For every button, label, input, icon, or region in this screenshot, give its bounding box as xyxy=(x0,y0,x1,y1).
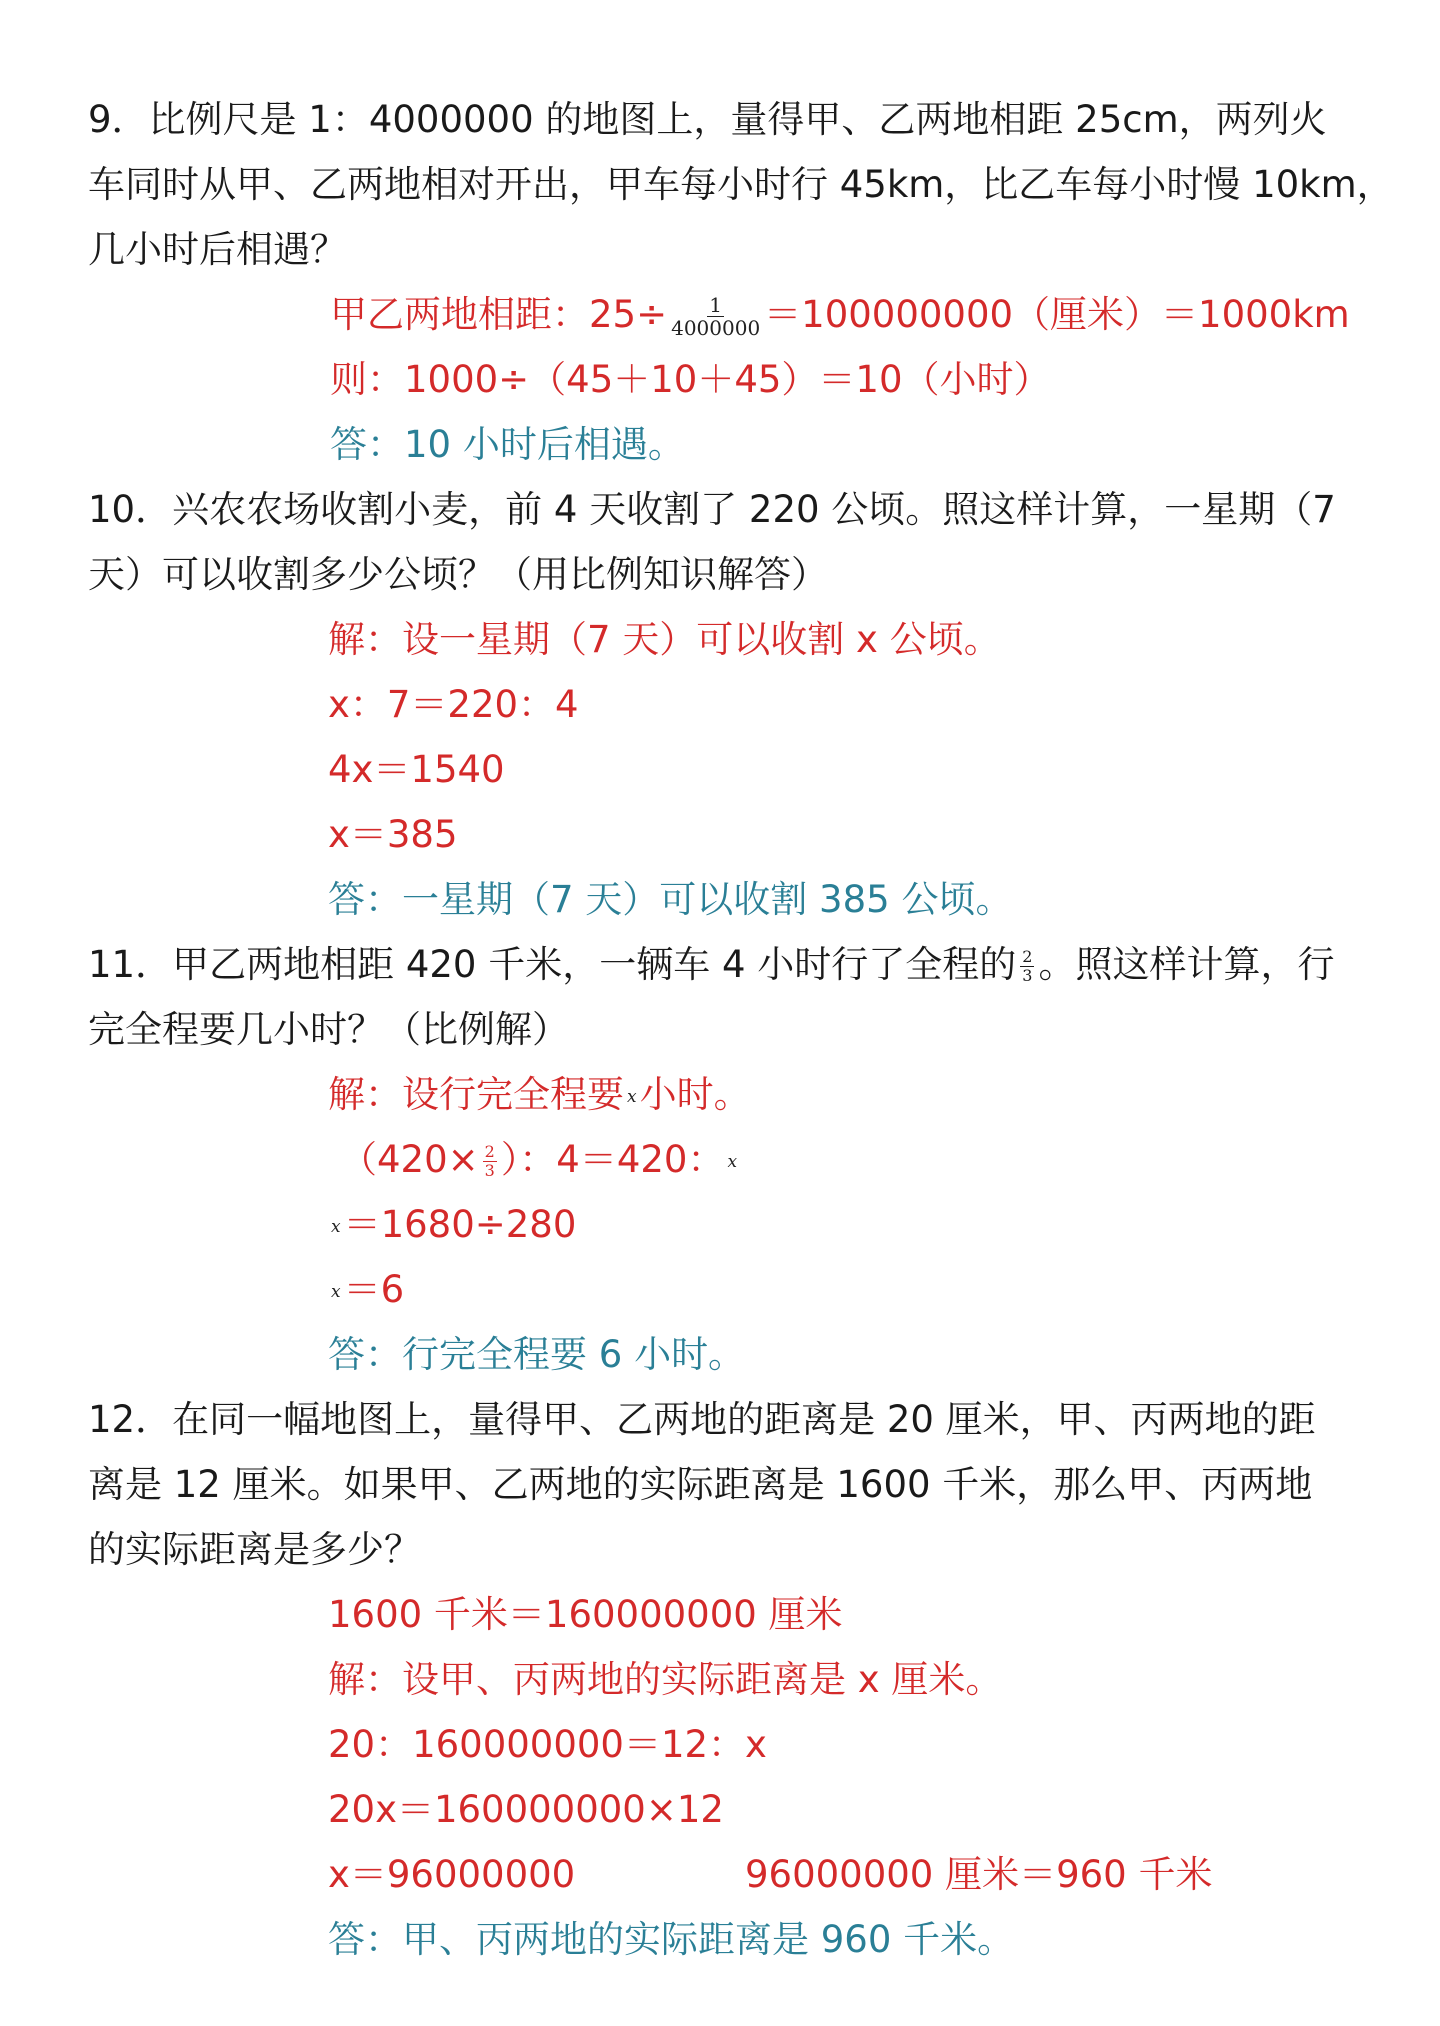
q11-answer-fraction-numerator: 2 xyxy=(484,1142,495,1161)
q9-text-line-3: 几小时后相遇？ xyxy=(88,228,347,271)
q10-final-answer: 答：一星期（7 天）可以收割 385 公顷。 xyxy=(328,878,1013,921)
q11-text-line-1 xyxy=(88,940,1334,990)
q11-variable-x: x xyxy=(727,1151,738,1172)
q12-answer-line-2: 解：设甲、丙两地的实际距离是 x 厘米。 xyxy=(328,1658,1003,1701)
q11-answer-text-pre: 解：设行完全程要 xyxy=(328,1073,624,1116)
q11-answer-line-4 xyxy=(328,1265,404,1315)
q11-final-answer: 答：行完全程要 6 小时。 xyxy=(328,1333,746,1376)
q10-answer-line-2: x：7＝220：4 xyxy=(328,683,579,726)
q11-text-post: 。照这样计算，行 xyxy=(1038,943,1335,986)
q11-fraction xyxy=(1020,949,1034,984)
q11-fraction-denominator: 3 xyxy=(1022,966,1033,985)
q10-answer-line-1: 解：设一星期（7 天）可以收割 x 公顷。 xyxy=(328,618,1001,661)
q11-text-line-2: 完全程要几小时？（比例解） xyxy=(88,1008,569,1051)
q9-fraction xyxy=(671,295,760,338)
q12-answer-line-4: 20x＝160000000×12 xyxy=(328,1788,724,1831)
q11-answer-line-1 xyxy=(328,1070,751,1120)
q9-text-line-2: 车同时从甲、乙两地相对开出，甲车每小时行 45km，比乙车每小时慢 10km， xyxy=(88,163,1394,206)
q11-answer-fraction-denominator: 3 xyxy=(484,1161,495,1180)
q10-answer-line-3: 4x＝1540 xyxy=(328,748,505,791)
q10-text-line-2: 天）可以收割多少公顷？（用比例知识解答） xyxy=(88,553,828,596)
q12-answer-line-5: x＝96000000 xyxy=(328,1853,576,1896)
q12-final-answer: 答：甲、丙两地的实际距离是 960 千米。 xyxy=(328,1918,1015,1961)
q10-text-line-1: 10．兴农农场收割小麦，前 4 天收割了 220 公顷。照这样计算，一星期（7 xyxy=(88,488,1336,531)
q9-answer-text-pre: 甲乙两地相距：25÷ xyxy=(330,293,668,336)
q11-variable-x: x xyxy=(331,1281,341,1302)
q12-answer-line-3: 20：160000000＝12：x xyxy=(328,1723,767,1766)
q12-text-line-2: 离是 12 厘米。如果甲、乙两地的实际距离是 1600 千米，那么甲、丙两地 xyxy=(88,1463,1313,1506)
q9-answer-line-2: 则：1000÷（45＋10＋45）＝10（小时） xyxy=(330,358,1051,401)
q11-answer-line-2 xyxy=(340,1135,740,1185)
q9-text-line-1: 9．比例尺是 1：4000000 的地图上，量得甲、乙两地相距 25cm，两列火 xyxy=(88,98,1327,141)
q11-answer-text-post: 小时。 xyxy=(639,1073,751,1116)
q10-answer-line-4: x＝385 xyxy=(328,813,458,856)
q11-answer-line-3 xyxy=(328,1200,576,1250)
q11-answer-result: ＝6 xyxy=(343,1268,405,1311)
q9-fraction-numerator: 1 xyxy=(709,293,722,317)
q12-text-line-3: 的实际距离是多少？ xyxy=(88,1528,421,1571)
q11-variable-x: x xyxy=(331,1216,341,1237)
q11-proportion-pre: （420× xyxy=(340,1138,479,1181)
q11-text-pre: 11．甲乙两地相距 420 千米，一辆车 4 小时行了全程的 xyxy=(88,943,1017,986)
q11-proportion-post: ）：4＝420： xyxy=(500,1138,725,1181)
q12-answer-line-1: 1600 千米＝160000000 厘米 xyxy=(328,1593,843,1636)
q11-variable-x: x xyxy=(627,1086,637,1107)
q9-fraction-denominator: 4000000 xyxy=(671,316,761,340)
q11-fraction-numerator: 2 xyxy=(1022,947,1033,966)
q9-final-answer: 答：10 小时后相遇。 xyxy=(330,423,685,466)
q11-answer-fraction xyxy=(483,1144,497,1179)
q9-answer-line-1 xyxy=(330,290,1350,340)
q9-answer-text-post: ＝100000000（厘米）＝1000km xyxy=(764,293,1350,336)
q12-text-line-1: 12．在同一幅地图上，量得甲、乙两地的距离是 20 厘米，甲、丙两地的距 xyxy=(88,1398,1316,1441)
q11-answer-expression: ＝1680÷280 xyxy=(343,1203,577,1246)
q12-answer-conversion: 96000000 厘米＝960 千米 xyxy=(745,1853,1213,1896)
